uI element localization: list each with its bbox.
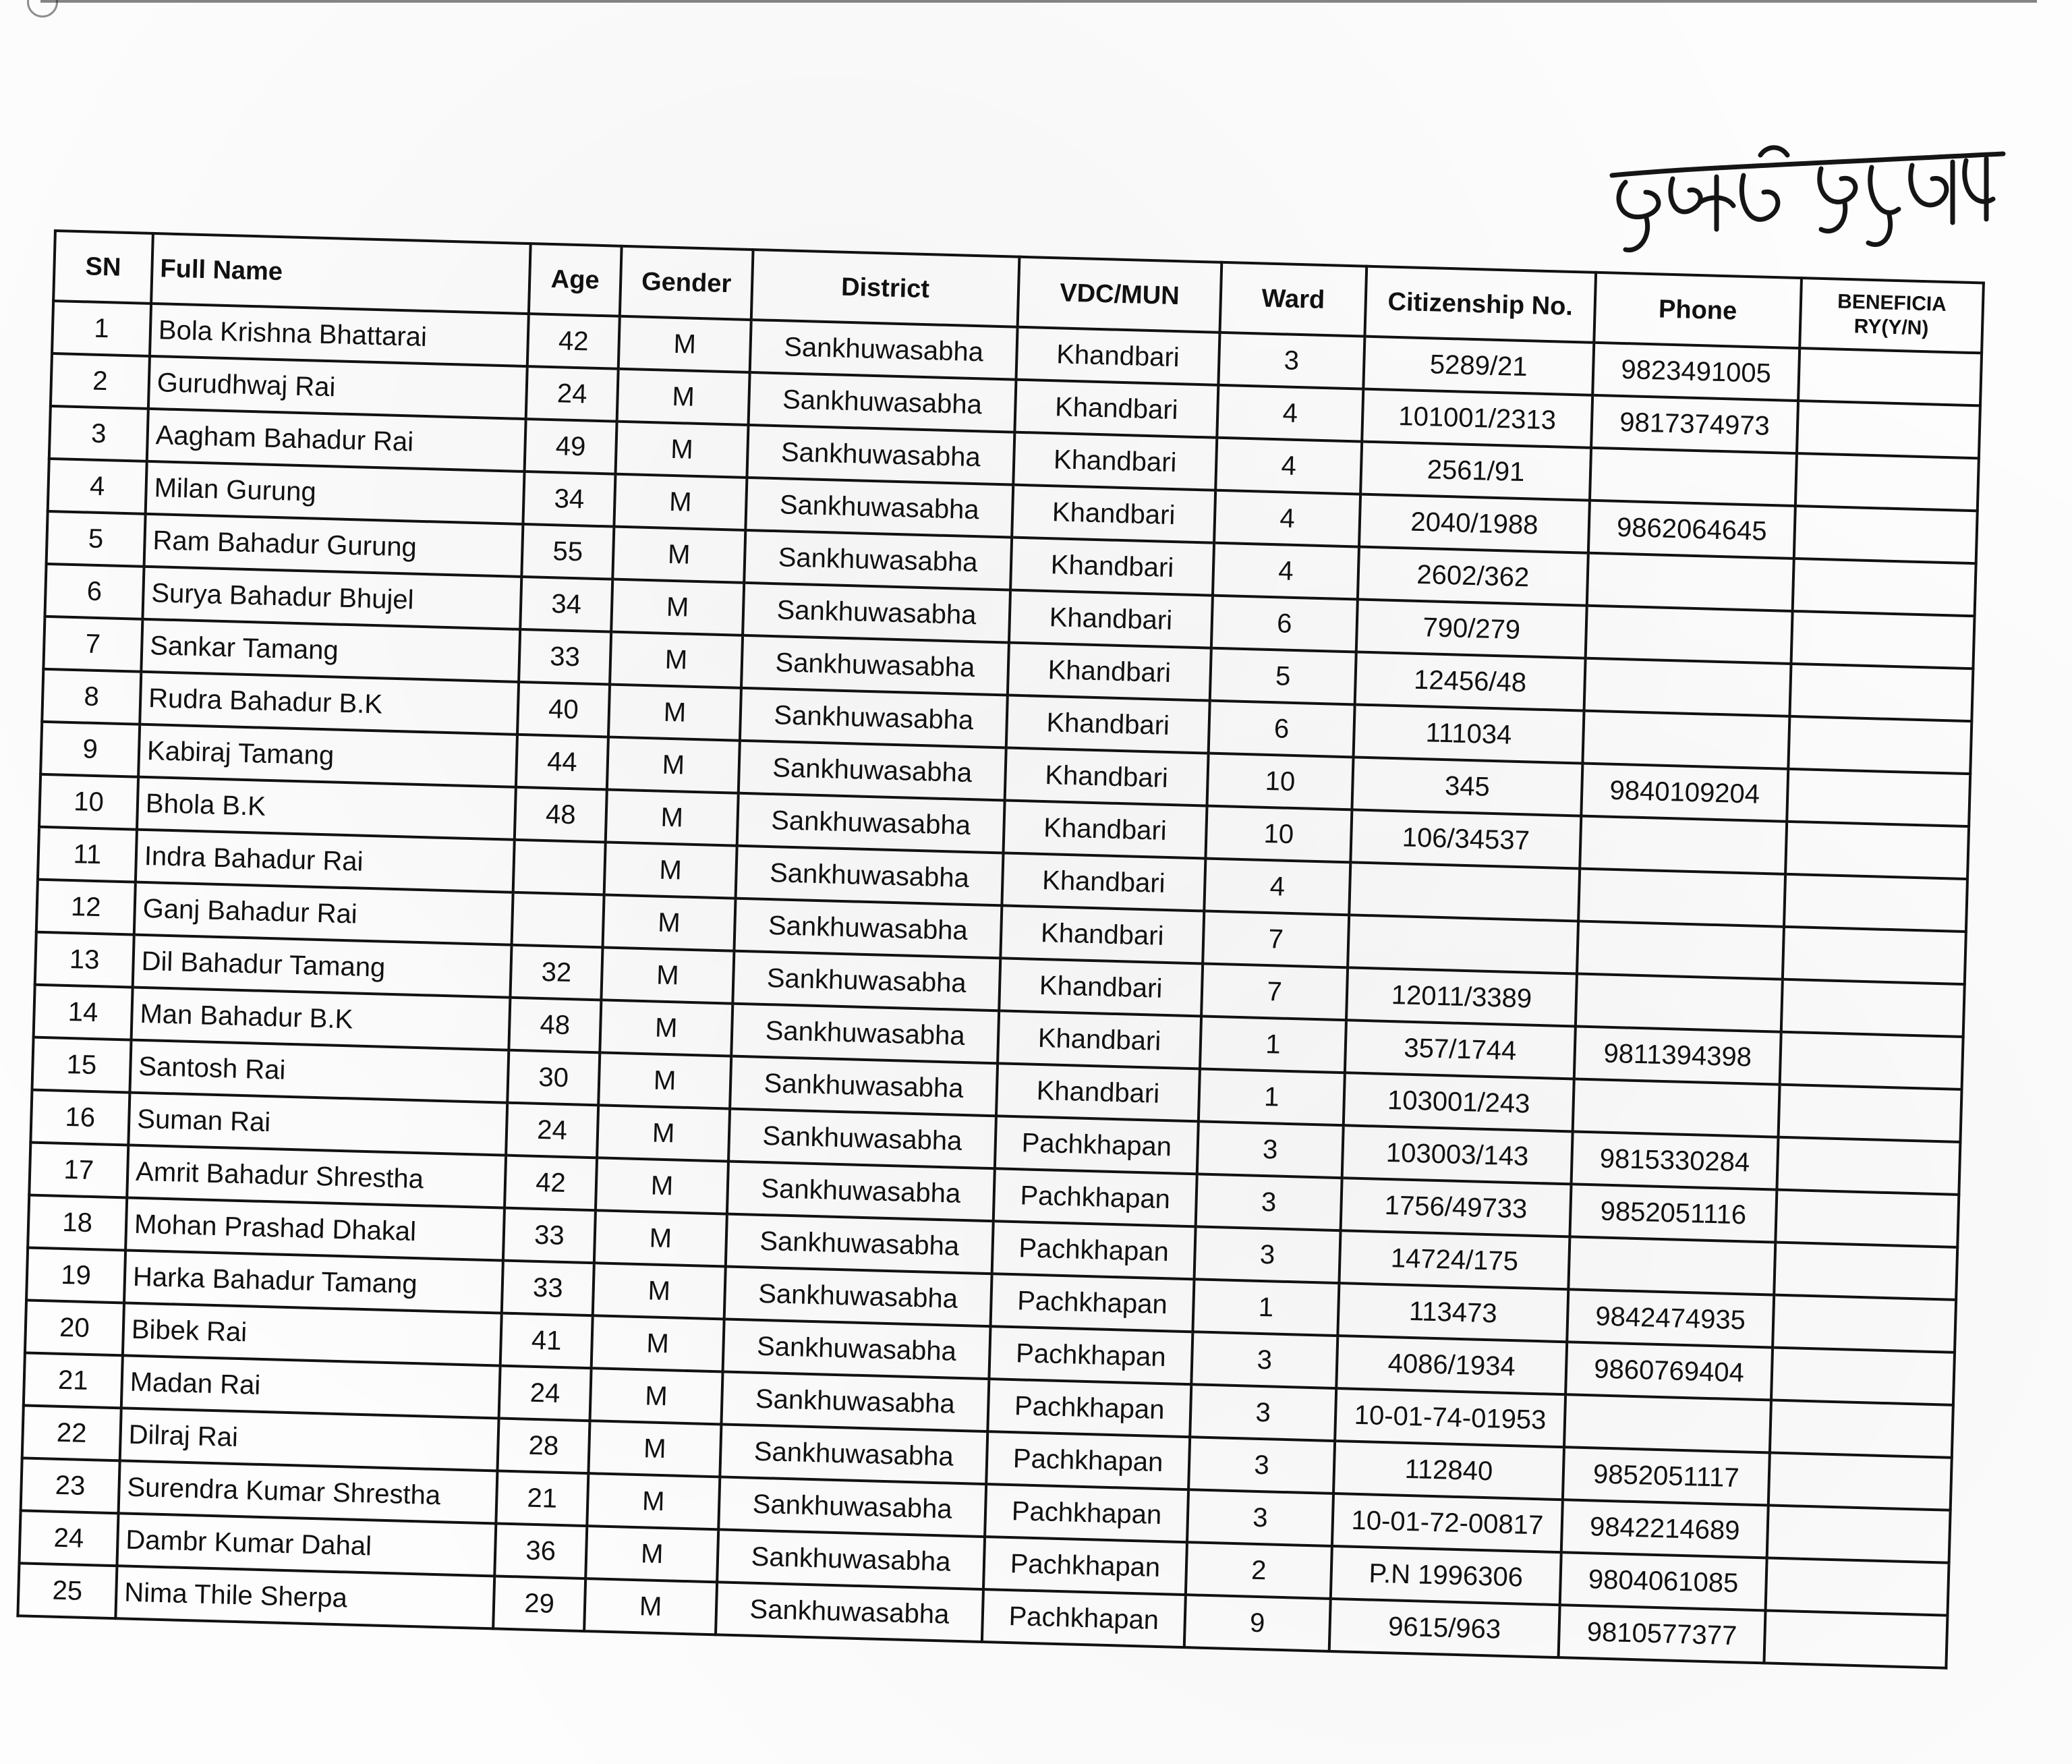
cell-district: Sankhuwasabha [717,1529,985,1589]
cell-beneficiary [1777,1137,1960,1195]
cell-vdc-mun: Khandbari [1002,853,1205,911]
cell-sn: 4 [48,459,147,514]
cell-vdc-mun: Khandbari [1009,590,1213,648]
beneficiary-list-sheet [16,229,1982,1670]
cell-ward: 3 [1196,1174,1342,1230]
cell-beneficiary [1770,1400,1953,1458]
cell-phone [1578,869,1785,927]
cell-full-name: Nima Thile Sherpa [115,1566,494,1628]
cell-phone [1568,1236,1775,1294]
cell-phone [1577,921,1784,979]
cell-sn: 12 [36,880,136,935]
cell-vdc-mun: Khandbari [998,1011,1201,1069]
cell-district: Sankhuwasabha [749,372,1016,432]
cell-beneficiary [1764,1610,1947,1668]
cell-age: 55 [521,524,614,579]
cell-district: Sankhuwasabha [736,846,1004,906]
cell-phone: 9842474935 [1567,1289,1774,1347]
cell-gender: M [611,579,744,635]
cell-full-name: Bibek Rai [123,1303,502,1365]
cell-ward: 10 [1205,806,1352,863]
cell-gender: M [600,1000,732,1056]
cell-full-name: Mohan Prashad Dhakal [125,1197,505,1260]
cell-full-name: Rudra Bahadur B.K [140,672,519,735]
cell-sn: 20 [25,1300,124,1355]
cell-age: 24 [506,1103,598,1158]
cell-full-name: Madan Rai [121,1355,500,1418]
cell-age: 34 [523,472,615,527]
cell-citizenship-no: 10-01-74-01953 [1335,1388,1565,1447]
cell-vdc-mun: Pachkhapan [982,1589,1186,1647]
cell-full-name: Amrit Bahadur Shrestha [127,1145,506,1207]
cell-district: Sankhuwasabha [730,1056,998,1116]
cell-age: 42 [505,1156,597,1211]
cell-age: 29 [493,1576,585,1631]
cell-ward: 3 [1197,1121,1344,1178]
cell-sn: 25 [18,1563,117,1618]
cell-beneficiary [1768,1452,1952,1510]
cell-sn: 9 [40,722,140,777]
cell-vdc-mun: Khandbari [1014,380,1218,438]
cell-age: 42 [527,314,620,369]
header-sn: SN [53,231,153,304]
cell-beneficiary [1794,506,1978,563]
cell-citizenship-no: 113473 [1337,1283,1568,1342]
cell-sn: 24 [19,1510,118,1566]
cell-phone [1573,1079,1780,1137]
beneficiary-table [16,229,1985,1670]
cell-vdc-mun: Khandbari [1006,695,1210,753]
cell-vdc-mun: Pachkhapan [983,1537,1187,1595]
cell-district: Sankhuwasabha [728,1109,996,1169]
cell-vdc-mun: Khandbari [1016,327,1219,385]
cell-citizenship-no: 101001/2313 [1362,389,1592,448]
cell-full-name: Ram Bahadur Gurung [144,514,523,577]
cell-full-name: Dambr Kumar Dahal [117,1513,496,1576]
cell-gender: M [608,685,741,741]
cell-beneficiary [1767,1505,1951,1562]
cell-full-name: Surya Bahadur Bhujel [142,567,521,629]
cell-gender: M [612,527,745,583]
header-beneficiary: BENEFICIA RY(Y/N) [1800,278,1984,353]
cell-vdc-mun: Pachkhapan [985,1484,1188,1542]
cell-sn: 10 [39,774,138,830]
cell-citizenship-no: P.N 1996306 [1331,1546,1561,1605]
cell-citizenship-no: 345 [1352,757,1582,816]
cell-citizenship-no: 2561/91 [1360,442,1591,501]
cell-citizenship-no [1349,862,1580,921]
cell-gender: M [606,789,739,845]
cell-ward: 1 [1199,1069,1345,1125]
cell-phone [1586,606,1793,664]
cell-age: 48 [509,998,601,1053]
cell-district: Sankhuwasabha [744,530,1012,590]
cell-full-name: Surendra Kumar Shrestha [119,1460,498,1523]
cell-vdc-mun: Khandbari [1012,485,1215,543]
cell-phone: 9810577377 [1559,1605,1766,1663]
cell-sn: 11 [38,827,137,882]
cell-district: Sankhuwasabha [723,1319,991,1379]
cell-sn: 1 [52,301,151,356]
cell-beneficiary [1798,348,1982,405]
cell-gender: M [598,1052,731,1108]
cell-vdc-mun: Khandbari [996,1063,1200,1121]
cell-citizenship-no: 5289/21 [1363,337,1594,395]
cell-ward: 5 [1210,648,1356,705]
cell-vdc-mun: Khandbari [1000,905,1204,963]
cell-beneficiary [1789,664,1973,721]
cell-ward: 4 [1214,490,1360,547]
cell-ward: 7 [1203,911,1349,967]
cell-full-name: Dilraj Rai [120,1408,499,1471]
cell-district: Sankhuwasabha [724,1266,992,1326]
cell-gender: M [618,316,751,372]
cell-citizenship-no: 10-01-72-00817 [1332,1493,1563,1552]
cell-district: Sankhuwasabha [737,793,1005,853]
cell-ward: 2 [1186,1542,1332,1599]
cell-age: 48 [515,787,607,843]
cell-sn: 22 [22,1405,121,1460]
cell-gender: M [610,632,743,688]
header-age: Age [529,244,622,316]
table-body [18,301,1982,1668]
header-district: District [751,250,1020,327]
cell-age: 49 [525,419,617,474]
cell-citizenship-no: 14724/175 [1339,1230,1570,1289]
cell-ward: 10 [1207,753,1354,810]
cell-citizenship-no: 106/34537 [1350,809,1581,868]
cell-vdc-mun: Pachkhapan [986,1431,1190,1489]
cell-sn: 21 [24,1353,123,1408]
cell-age: 21 [496,1471,588,1526]
cell-age [512,892,604,948]
cell-district: Sankhuwasabha [731,1004,999,1064]
cell-full-name: Kabiraj Tamang [138,724,517,787]
cell-citizenship-no: 790/279 [1356,599,1587,658]
cell-gender: M [590,1368,723,1424]
cell-vdc-mun: Pachkhapan [992,1221,1196,1279]
cell-sn: 7 [43,617,142,672]
cell-age: 24 [526,366,618,422]
cell-sn: 6 [45,564,144,619]
cell-age: 24 [499,1366,592,1421]
cell-district: Sankhuwasabha [734,899,1002,959]
cell-age: 32 [510,945,602,1000]
cell-phone: 9842214689 [1561,1500,1768,1558]
cell-sn: 18 [28,1195,127,1251]
cell-phone: 9852051117 [1563,1447,1770,1505]
cell-vdc-mun: Pachkhapan [987,1379,1191,1437]
cell-full-name: Santosh Rai [130,1040,509,1103]
cell-beneficiary [1771,1348,1955,1405]
cell-district: Sankhuwasabha [745,478,1013,538]
cell-full-name: Milan Gurung [146,461,525,524]
cell-full-name: Ganj Bahadur Rai [134,882,513,945]
cell-ward: 4 [1204,859,1350,915]
cell-district: Sankhuwasabha [720,1424,987,1484]
cell-gender: M [585,1526,718,1582]
header-full-name: Full Name [151,233,531,314]
header-gender: Gender [620,246,753,320]
cell-citizenship-no: 103001/243 [1344,1073,1574,1131]
cell-citizenship-no: 9615/963 [1329,1599,1560,1657]
cell-gender: M [596,1158,728,1214]
cell-district: Sankhuwasabha [743,583,1010,643]
header-ward: Ward [1219,262,1366,337]
cell-age: 28 [497,1418,589,1473]
cell-ward: 4 [1213,543,1359,600]
cell-phone [1580,816,1787,874]
cell-full-name: Suman Rai [128,1093,507,1156]
cell-gender: M [597,1105,730,1161]
cell-phone: 9860769404 [1565,1342,1773,1400]
cell-phone: 9840109204 [1581,764,1788,822]
cell-beneficiary [1783,927,1966,984]
cell-ward: 6 [1211,596,1358,652]
cell-gender: M [603,894,736,950]
cell-sn: 5 [47,511,146,567]
cell-citizenship-no: 112840 [1333,1441,1564,1500]
cell-ward: 1 [1200,1016,1346,1073]
cell-sn: 8 [42,669,141,724]
cell-sn: 14 [34,985,133,1040]
cell-age: 33 [502,1261,594,1316]
cell-vdc-mun: Khandbari [1010,538,1214,596]
cell-ward: 3 [1188,1437,1335,1493]
cell-beneficiary [1785,822,1969,879]
cell-beneficiary [1780,1032,1963,1089]
cell-age: 33 [503,1208,596,1263]
cell-citizenship-no: 12011/3389 [1346,967,1577,1026]
cell-full-name: Dil Bahadur Tamang [133,935,512,998]
cell-vdc-mun: Pachkhapan [995,1116,1199,1174]
cell-ward: 3 [1187,1489,1333,1546]
cell-beneficiary [1779,1085,1962,1142]
cell-ward: 6 [1209,701,1355,758]
cell-vdc-mun: Khandbari [999,958,1203,1016]
cell-phone [1584,658,1791,716]
cell-gender: M [614,474,747,530]
cell-district: Sankhuwasabha [726,1214,994,1274]
cell-sn: 13 [35,932,134,988]
cell-age: 30 [507,1050,600,1106]
header-vdc-mun: VDC/MUN [1018,257,1222,333]
cell-beneficiary [1793,559,1976,616]
cell-ward: 4 [1215,438,1362,494]
cell-citizenship-no: 4086/1934 [1336,1336,1567,1394]
cell-district: Sankhuwasabha [732,951,1000,1011]
handwritten-signature [1599,128,2017,263]
cell-sn: 2 [51,353,150,409]
cell-phone: 9852051116 [1570,1184,1777,1242]
cell-beneficiary [1775,1190,1959,1247]
cell-phone [1590,448,1797,506]
cell-vdc-mun: Khandbari [1013,432,1217,490]
cell-beneficiary [1788,716,1972,774]
cell-district: Sankhuwasabha [750,320,1018,380]
cell-ward: 3 [1190,1384,1336,1441]
cell-beneficiary [1781,979,1965,1037]
cell-phone: 9862064645 [1588,501,1795,559]
cell-citizenship-no: 2602/362 [1358,547,1588,606]
cell-vdc-mun: Khandbari [1005,747,1209,805]
cell-ward: 1 [1192,1279,1339,1336]
cell-beneficiary [1797,401,1980,458]
cell-sn: 19 [26,1248,125,1303]
cell-phone [1564,1394,1771,1452]
cell-age: 34 [520,577,612,632]
cell-district: Sankhuwasabha [740,688,1008,748]
cell-age [513,840,606,895]
cell-full-name: Sankar Tamang [141,619,520,682]
cell-age: 33 [519,629,611,685]
cell-gender: M [587,1473,720,1529]
cell-beneficiary [1791,611,1975,668]
cell-citizenship-no: 357/1744 [1345,1020,1576,1079]
cell-citizenship-no: 111034 [1354,704,1584,763]
cell-ward: 3 [1218,333,1364,389]
cell-age: 40 [517,682,610,737]
cell-gender: M [584,1578,717,1634]
cell-ward: 3 [1195,1226,1341,1283]
cell-district: Sankhuwasabha [727,1162,995,1222]
cell-ward: 4 [1217,385,1363,442]
cell-gender: M [592,1315,724,1371]
cell-district: Sankhuwasabha [718,1477,986,1537]
cell-vdc-mun: Khandbari [1008,643,1211,701]
cell-full-name: Bola Krishna Bhattarai [150,304,529,366]
cell-beneficiary [1787,769,1970,826]
cell-phone: 9823491005 [1592,343,1800,401]
cell-phone [1587,553,1794,611]
cell-vdc-mun: Khandbari [1004,800,1207,858]
cell-gender: M [604,842,737,898]
cell-phone [1582,711,1789,769]
cell-district: Sankhuwasabha [739,741,1006,801]
cell-sn: 15 [32,1037,131,1093]
cell-district: Sankhuwasabha [716,1582,983,1642]
cell-beneficiary [1774,1243,1957,1300]
cell-vdc-mun: Pachkhapan [989,1326,1192,1384]
cell-citizenship-no: 2040/1988 [1359,494,1590,553]
cell-sn: 16 [30,1090,130,1145]
cell-sn: 17 [29,1143,128,1198]
cell-full-name: Aagham Bahadur Rai [147,409,526,472]
cell-citizenship-no: 103003/143 [1342,1125,1573,1184]
cell-gender: M [588,1421,721,1477]
cell-gender: M [607,737,740,793]
cell-phone: 9811394398 [1574,1026,1781,1084]
cell-age: 36 [494,1523,587,1578]
cell-citizenship-no [1348,915,1578,973]
cell-ward: 9 [1184,1595,1331,1651]
cell-gender: M [617,369,750,425]
cell-beneficiary [1773,1295,1956,1353]
cell-gender: M [593,1263,726,1319]
cell-sn: 23 [21,1458,120,1513]
header-citizenship-no: Citizenship No. [1364,266,1596,343]
cell-district: Sankhuwasabha [721,1371,989,1431]
cell-vdc-mun: Pachkhapan [991,1274,1195,1332]
cell-beneficiary [1784,874,1967,932]
cell-full-name: Gurudhwaj Rai [148,356,527,419]
cell-gender: M [601,947,734,1003]
cell-full-name: Bhola B.K [137,777,516,840]
cell-age: 44 [516,735,608,790]
cell-ward: 3 [1191,1332,1337,1388]
cell-ward: 7 [1201,963,1348,1020]
cell-phone: 9817374973 [1591,395,1798,453]
cell-phone: 9804061085 [1560,1552,1767,1610]
cell-full-name: Harka Bahadur Tamang [124,1250,503,1313]
cell-citizenship-no: 1756/49733 [1341,1178,1572,1236]
cell-district: Sankhuwasabha [741,635,1009,695]
cell-beneficiary [1766,1558,1949,1615]
cell-full-name: Man Bahadur B.K [132,988,511,1050]
cell-full-name: Indra Bahadur Rai [136,830,515,892]
cell-gender: M [594,1210,727,1266]
cell-vdc-mun: Pachkhapan [994,1168,1197,1226]
cell-sn: 3 [49,406,148,461]
cell-phone [1576,973,1783,1031]
cell-beneficiary [1795,453,1979,511]
cell-age: 41 [500,1313,593,1369]
header-phone: Phone [1594,273,1802,348]
cell-citizenship-no: 12456/48 [1355,652,1586,710]
cell-gender: M [615,422,748,478]
cell-district: Sankhuwasabha [747,425,1014,485]
scan-edge-line [40,0,2037,3]
cell-phone: 9815330284 [1572,1131,1779,1189]
